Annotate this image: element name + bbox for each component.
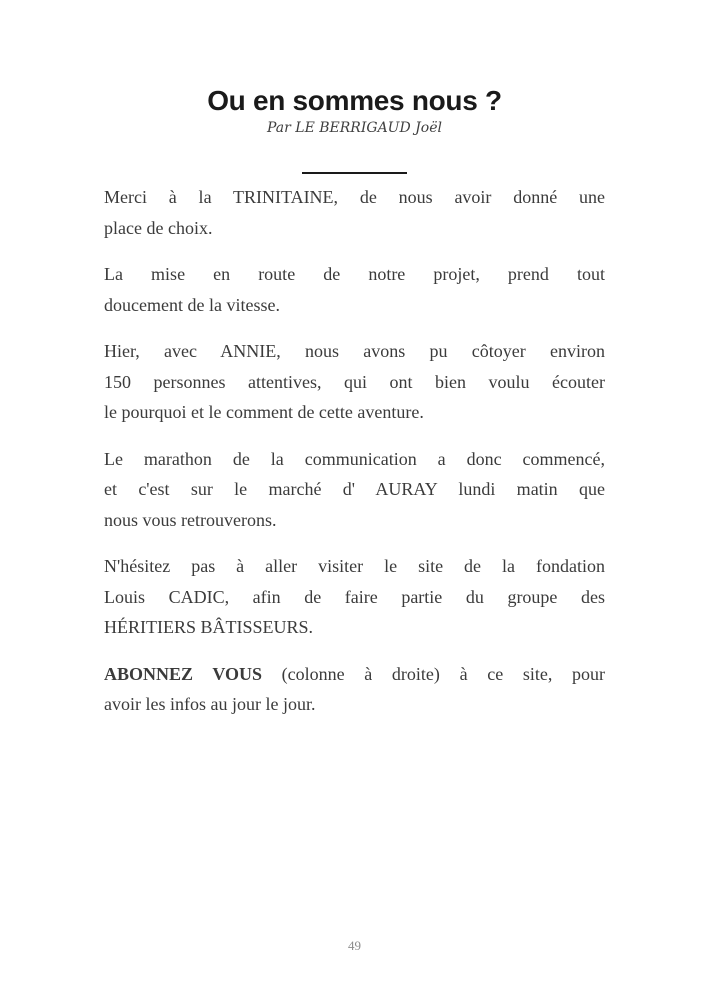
body-line: Hier, avec ANNIE, nous avons pu côtoyer environ <box>104 341 605 361</box>
body-line: Louis CADIC, afin de faire partie du groupe des <box>104 586 605 607</box>
byline: Par LE BERRIGAUD Joël <box>267 120 442 136</box>
body-line: le pourquoi et le comment de cette aventure. <box>104 402 424 422</box>
page-number: 49 <box>348 938 361 953</box>
divider <box>302 172 407 174</box>
body-line: 150 personnes attentives, qui ont bien voulu écouter <box>104 371 605 392</box>
paragraph <box>104 659 605 720</box>
body-line: place de choix. <box>104 217 213 238</box>
body-line: Le marathon de la communication a donc commencé, <box>104 448 605 469</box>
paragraph <box>104 444 605 536</box>
body-line: doucement de la vitesse. <box>104 294 280 315</box>
body-line: Merci à la TRINITAINE, de nous avoir donné une <box>104 187 605 207</box>
page-title: Ou en sommes nous ? <box>207 85 502 116</box>
paragraph <box>104 259 605 320</box>
body-line: avoir les infos au jour le jour. <box>104 694 316 714</box>
body-line: N'hésitez pas à aller visiter le site de la fondation <box>104 556 605 576</box>
body-line: La mise en route de notre projet, prend tout <box>104 264 605 284</box>
article-body <box>0 182 709 720</box>
body-line <box>104 659 605 690</box>
body-line-text: (colonne à droite) à ce site, pour <box>262 663 605 684</box>
body-line: nous vous retrouverons. <box>104 509 277 530</box>
paragraph <box>104 551 605 643</box>
bold-lead-text: ABONNEZ VOUS <box>104 663 262 684</box>
paragraph <box>104 336 605 428</box>
body-line: HÉRITIERS BÂTISSEURS. <box>104 617 314 637</box>
body-line: et c'est sur le marché d' AURAY lundi matin que <box>104 479 605 499</box>
paragraph <box>104 182 605 243</box>
